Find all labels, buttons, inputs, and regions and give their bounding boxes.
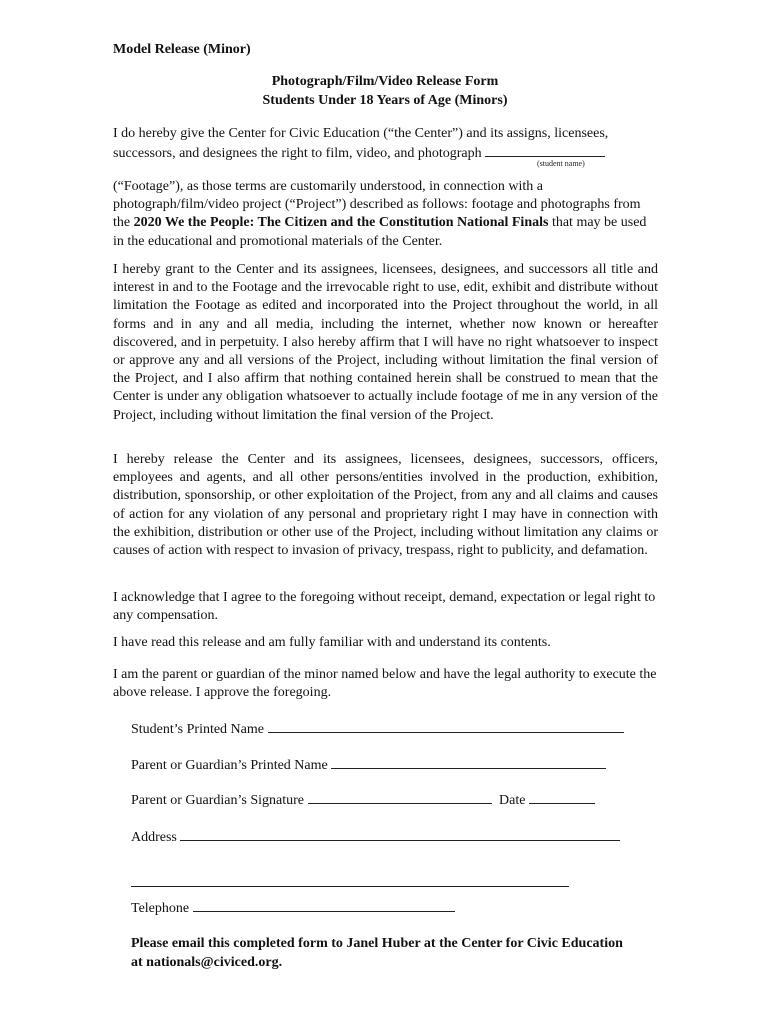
student-name-label: Student’s Printed Name bbox=[131, 722, 264, 737]
read-paragraph: I have read this release and am fully familiar with and understand its contents. bbox=[113, 635, 551, 650]
guardian-name-field bbox=[131, 755, 606, 774]
telephone-label: Telephone bbox=[131, 901, 190, 916]
document-label: Model Release (Minor) bbox=[113, 42, 251, 57]
footage-text-before: (“Footage”), as those terms are customarily understood, in connection with a photograph/film/video project (“Project”) described as follows: footage and photographs from the bbox=[113, 179, 641, 231]
telephone-field bbox=[131, 898, 455, 917]
guardian-paragraph: I am the parent or guardian of the minor named below and have the legal authority to execute the above release. I approve the foregoing. bbox=[113, 667, 657, 701]
address-line[interactable] bbox=[180, 827, 620, 841]
form-subtitle: Students Under 18 Years of Age (Minors) bbox=[262, 93, 508, 108]
guardian-name-label: Parent or Guardian’s Printed Name bbox=[131, 758, 328, 773]
student-name-blank[interactable] bbox=[485, 143, 605, 157]
student-name-line[interactable] bbox=[268, 719, 624, 733]
address-field bbox=[131, 827, 620, 846]
student-name-field bbox=[131, 719, 624, 738]
intro-paragraph bbox=[113, 125, 653, 163]
guardian-signature-field bbox=[131, 790, 595, 809]
form-title: Photograph/Film/Video Release Form bbox=[271, 74, 499, 89]
event-name: 2020 We the People: The Citizen and the Constitution National Finals bbox=[133, 215, 549, 231]
address-label: Address bbox=[131, 830, 177, 845]
date-label: Date bbox=[499, 793, 526, 808]
footage-paragraph bbox=[113, 178, 658, 251]
student-name-caption: (student name) bbox=[537, 159, 585, 168]
guardian-signature-line[interactable] bbox=[308, 790, 492, 804]
release-paragraph: I hereby release the Center and its assignees, licensees, designees, successors, officers, employees and agents, and all other persons/entities involved in the production, exhibition, distribution, sponsorship, or other exploitation of the Project, from any and all claims and causes of action for any violation of any personal and proprietary right I may have in connection with the exhibition, distribution or other use of the Project, including without limitation any claims or causes of action with respect to invasion of privacy, trespass, right to publicity, and defamation. bbox=[113, 452, 658, 559]
telephone-line[interactable] bbox=[193, 898, 455, 912]
intro-text: I do hereby give the Center for Civic Education (“the Center”) and its assigns, licensees, successors, and designees the right to film, video, and photograph bbox=[113, 126, 609, 162]
closing-instruction: Please email this completed form to Janel Huber at the Center for Civic Education at nationals@civiced.org. bbox=[131, 936, 623, 970]
acknowledge-paragraph: I acknowledge that I agree to the foregoing without receipt, demand, expectation or legal right to any compensation. bbox=[113, 590, 656, 624]
guardian-signature-label: Parent or Guardian’s Signature bbox=[131, 793, 305, 808]
guardian-name-line[interactable] bbox=[331, 755, 606, 769]
date-line[interactable] bbox=[529, 790, 595, 804]
address-second-line[interactable] bbox=[131, 886, 569, 887]
footage-text-after: that may be used in the educational and promotional materials of the Center. bbox=[113, 215, 647, 249]
grant-paragraph: I hereby grant to the Center and its assignees, licensees, designees, and successors all title and interest in and to the Footage and the irrevocable right to use, edit, exhibit and distribute without limitation the Footage as edited and incorporated into the Project throughout the world, in all forms and in any and all media, including the internet, whether now known or hereafter discovered, and in perpetuity. I also hereby affirm that I will have no right whatsoever to inspect or approve any and all versions of the Project, including without limitation the final version of the Project, and I also affirm that nothing contained herein shall be construed to mean that the Center is under any obligation whatsoever to actually include footage of me in any version of the Project, including without limitation the final version of the Project. bbox=[113, 262, 658, 423]
